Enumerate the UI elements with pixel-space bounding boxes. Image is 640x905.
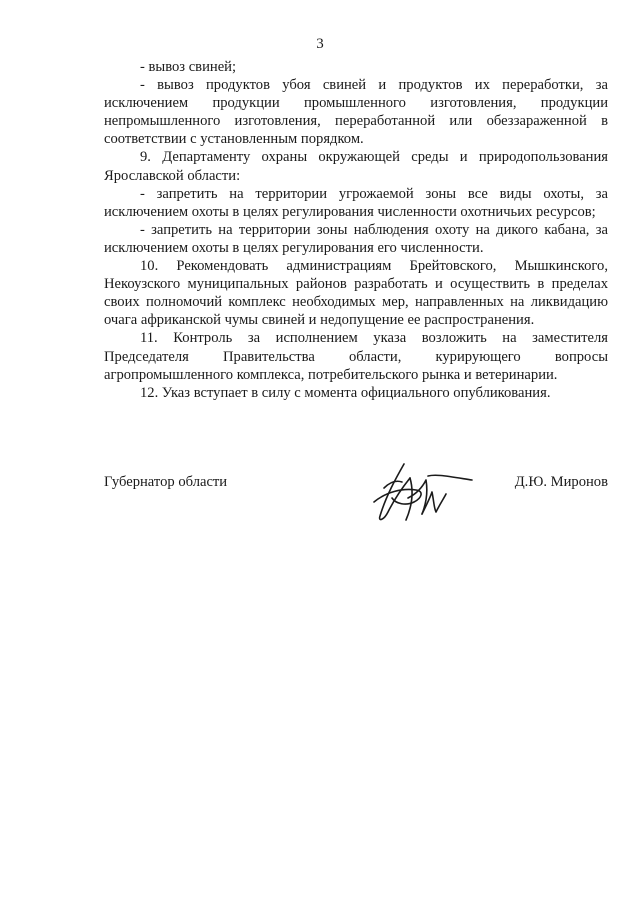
paragraph-item-10: 10. Рекомендовать администрациям Брейтовского, Мышкинского, Некоузского муниципальных районов разработать и осуществить в пределах своих полномочий комплекс необходимых мер, направленных на ликвидацию очага африканской чумы свиней и недопущение ее распространения. (104, 258, 608, 329)
paragraph-item-11: 11. Контроль за исполнением указа возложить на заместителя Председателя Правительства области, курирующего вопросы агропромышленного комплекса, потребительского рынка и ветеринарии. (104, 330, 608, 383)
signatory-name: Д.Ю. Миронов (514, 474, 608, 490)
page-number: 3 (316, 36, 324, 52)
signatory-title: Губернатор области (104, 474, 228, 490)
document-body (104, 58, 608, 402)
paragraph-item-9: 9. Департаменту охраны окружающей среды и природопользования Ярославской области: (104, 149, 608, 184)
signature-block (104, 472, 608, 532)
paragraph-pork-products-ban: - вывоз продуктов убоя свиней и продуктов их переработки, за исключением продукции промышленного изготовления, продукции непромышленного изготовления, переработанной или обеззараженной в соответствии с установленным порядком. (104, 77, 608, 148)
paragraph-item-12: 12. Указ вступает в силу с момента официального опубликования. (140, 384, 551, 401)
paragraph-pig-export-ban: - вывоз свиней; (140, 59, 237, 75)
paragraph-boar-hunting-ban: - запретить на территории зоны наблюдения охоту на дикого кабана, за исключением охоты в целях регулирования его численности. (104, 221, 608, 256)
handwritten-signature-icon (366, 458, 476, 530)
paragraph-hunting-ban-threatened-zone: - запретить на территории угрожаемой зоны все виды охоты, за исключением охоты в целях регулирования численности охотничьих ресурсов; (104, 185, 608, 220)
